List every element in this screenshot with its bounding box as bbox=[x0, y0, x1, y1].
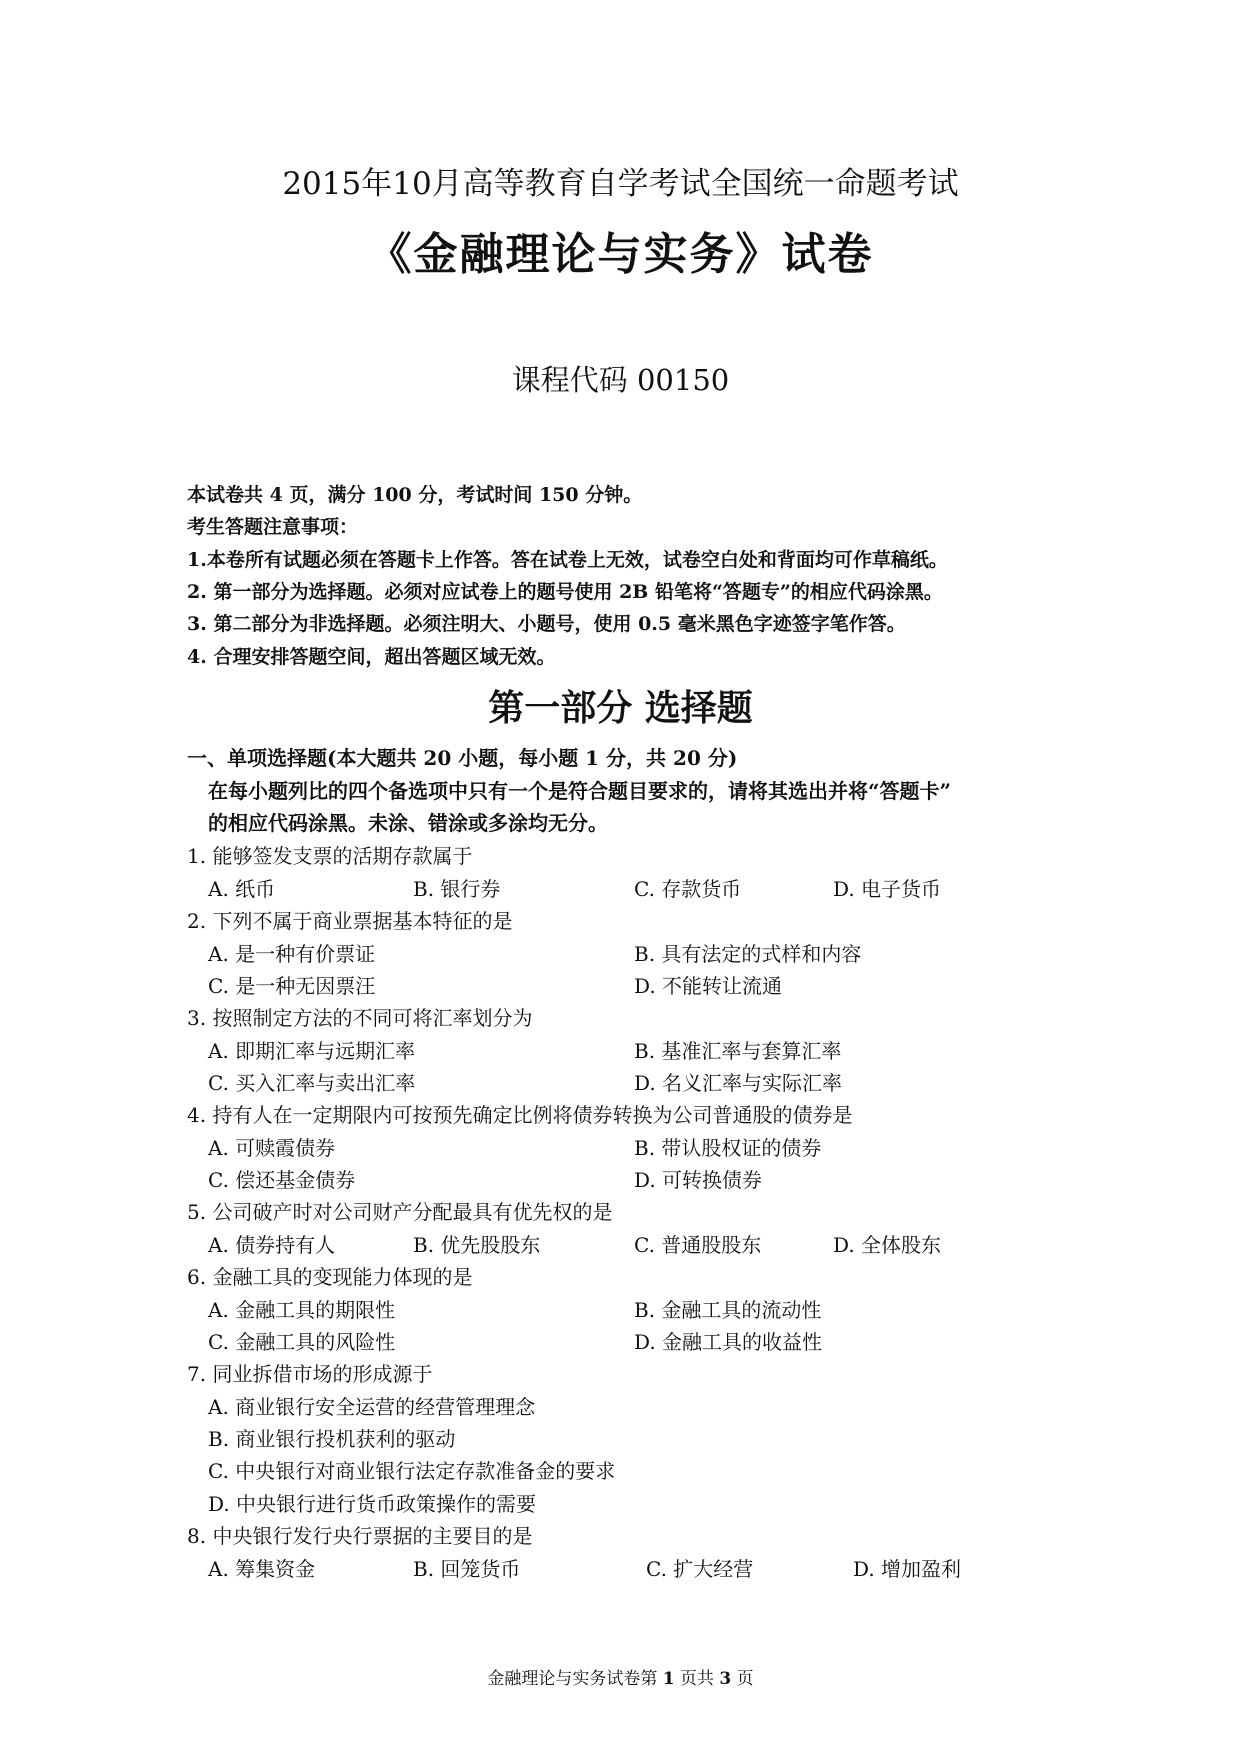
question-6-option-d: D. 金融工具的收益性 bbox=[634, 1330, 823, 1354]
question-7-option-c: C. 中央银行对商业银行法定存款准备金的要求 bbox=[208, 1459, 616, 1483]
question-7-option-d: D. 中央银行进行货币政策操作的需要 bbox=[208, 1492, 537, 1516]
exam-header-line: 2015年10月高等教育自学考试全国统一命题考试 bbox=[282, 166, 959, 202]
question-3-option-a: A. 即期汇率与远期汇率 bbox=[208, 1039, 416, 1063]
notice-line-2: 考生答题注意事项： bbox=[187, 516, 359, 538]
notice-line-5: 3. 第二部分为非选择题。必须注明大、小题号，使用 0.5 毫米黑色字迹签字笔作答。 bbox=[187, 613, 906, 635]
question-4-option-b: B. 带认股权证的债券 bbox=[634, 1136, 822, 1160]
question-3-option-b: B. 基准汇率与套算汇率 bbox=[634, 1039, 842, 1063]
question-5-option-c: C. 普通股股东 bbox=[634, 1233, 762, 1257]
question-3-option-d: D. 名义汇率与实际汇率 bbox=[634, 1071, 843, 1095]
question-7-option-b: B. 商业银行投机获利的驱动 bbox=[208, 1427, 456, 1451]
question-2-option-d: D. 不能转让流通 bbox=[634, 974, 783, 998]
question-1-option-b: B. 银行券 bbox=[413, 877, 501, 901]
question-8-option-b: B. 回笼货币 bbox=[413, 1557, 521, 1581]
course-code: 课程代码 00150 bbox=[511, 363, 730, 397]
question-2-option-a: A. 是一种有价票证 bbox=[208, 942, 376, 966]
question-4-option-c: C. 偿还基金债券 bbox=[208, 1168, 356, 1192]
footer-prefix: 金融理论与实务试卷第 bbox=[487, 1669, 663, 1689]
section-instruction-1: 在每小题列比的四个备选项中只有一个是符合题目要求的，请将其选出并将“答题卡” bbox=[208, 779, 952, 803]
question-2-stem: 2. 下列不属于商业票据基本特征的是 bbox=[187, 909, 513, 933]
footer-middle: 页共 bbox=[674, 1669, 720, 1689]
page-footer bbox=[0, 1664, 1241, 1689]
footer-page-number: 1 bbox=[662, 1669, 675, 1689]
notice-line-3: 1.本卷所有试题必须在答题卡上作答。答在试卷上无效，试卷空白处和背面均可作草稿纸。 bbox=[187, 549, 948, 571]
question-8-option-c: C. 扩大经营 bbox=[646, 1557, 754, 1581]
question-6-stem: 6. 金融工具的变现能力体现的是 bbox=[187, 1265, 473, 1289]
question-4-stem: 4. 持有人在一定期限内可按预先确定比例将债券转换为公司普通股的债券是 bbox=[187, 1103, 853, 1127]
question-4-option-a: A. 可赎霞债券 bbox=[208, 1136, 336, 1160]
notice-line-6: 4. 合理安排答题空间，超出答题区域无效。 bbox=[187, 646, 556, 668]
footer-total-pages: 3 bbox=[719, 1669, 732, 1689]
page-title: 《金融理论与实务》试卷 bbox=[367, 229, 874, 280]
question-3-stem: 3. 按照制定方法的不同可将汇率划分为 bbox=[187, 1006, 533, 1030]
footer-suffix: 页 bbox=[731, 1669, 754, 1689]
question-8-option-a: A. 筹集资金 bbox=[208, 1557, 316, 1581]
question-5-option-a: A. 债券持有人 bbox=[208, 1233, 336, 1257]
question-1-option-a: A. 纸币 bbox=[208, 877, 276, 901]
question-1-stem: 1. 能够签发支票的活期存款属于 bbox=[187, 844, 473, 868]
question-2-option-b: B. 具有法定的式样和内容 bbox=[634, 942, 862, 966]
question-5-option-d: D. 全体股东 bbox=[833, 1233, 942, 1257]
notice-line-4: 2. 第一部分为选择题。必须对应试卷上的题号使用 2B 铅笔将“答题专”的相应代码涂黑。 bbox=[187, 581, 943, 603]
question-6-option-b: B. 金融工具的流动性 bbox=[634, 1298, 822, 1322]
part-title: 第一部分 选择题 bbox=[488, 687, 753, 729]
question-6-option-c: C. 金融工具的风险性 bbox=[208, 1330, 396, 1354]
question-5-stem: 5. 公司破产时对公司财产分配最具有优先权的是 bbox=[187, 1200, 613, 1224]
question-3-option-c: C. 买入汇率与卖出汇率 bbox=[208, 1071, 416, 1095]
question-6-option-a: A. 金融工具的期限性 bbox=[208, 1298, 396, 1322]
question-1-option-d: D. 电子货币 bbox=[833, 877, 942, 901]
section-heading: 一、单项选择题(本大题共 20 小题，每小题 1 分，共 20 分) bbox=[187, 746, 738, 770]
question-4-option-d: D. 可转换债券 bbox=[634, 1168, 763, 1192]
question-7-stem: 7. 同业拆借市场的形成源于 bbox=[187, 1362, 433, 1386]
notice-line-1: 本试卷共 4 页，满分 100 分，考试时间 150 分钟。 bbox=[187, 484, 643, 506]
question-8-stem: 8. 中央银行发行央行票据的主要目的是 bbox=[187, 1524, 533, 1548]
question-7-option-a: A. 商业银行安全运营的经营管理理念 bbox=[208, 1395, 536, 1419]
question-5-option-b: B. 优先股股东 bbox=[413, 1233, 541, 1257]
question-1-option-c: C. 存款货币 bbox=[634, 877, 742, 901]
question-8-option-d: D. 增加盈利 bbox=[853, 1557, 962, 1581]
question-2-option-c: C. 是一种无因票汪 bbox=[208, 974, 376, 998]
section-instruction-2: 的相应代码涂黑。未涂、错涂或多涂均无分。 bbox=[208, 811, 608, 835]
